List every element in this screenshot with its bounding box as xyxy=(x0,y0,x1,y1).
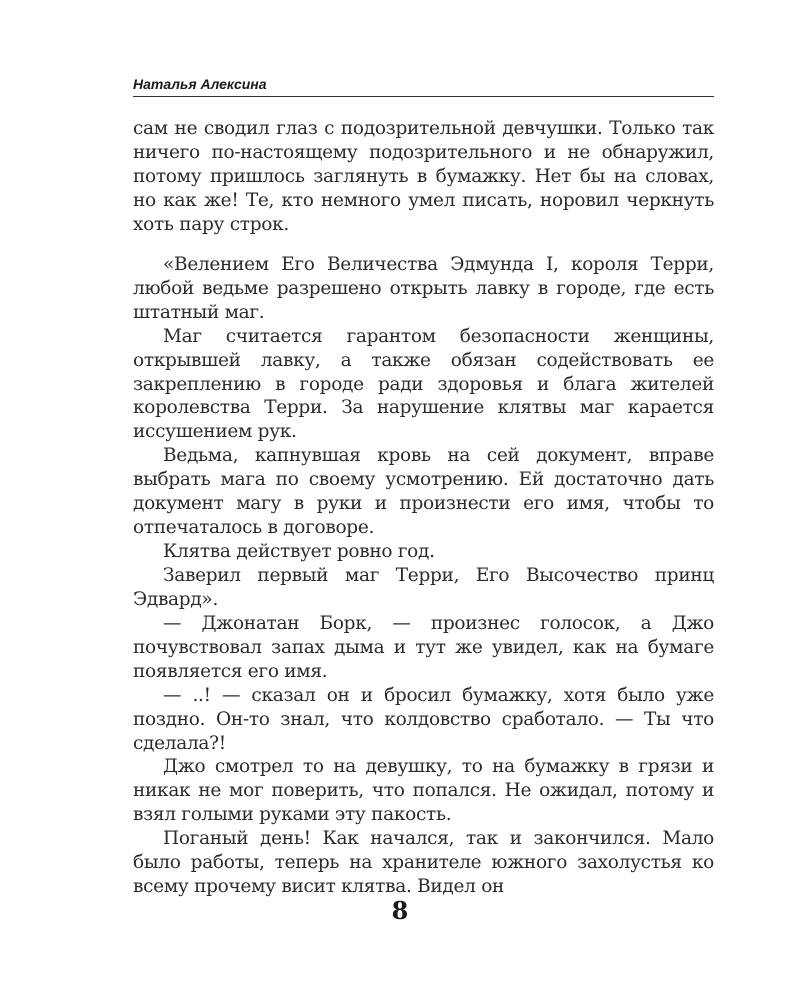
paragraph: — Джонатан Борк, — произнес голосок, а Джо почувствовал запах дыма и тут же увидел, как на бумаге появляется его имя. xyxy=(133,613,714,682)
paragraph: Заверил первый маг Терри, Его Высочество принц Эдвард». xyxy=(133,564,714,610)
paragraph: «Велением Его Величества Эдмунда I, короля Терри, любой ведьме разрешено открыть лавку в городе, где есть штатный маг. xyxy=(133,254,714,323)
running-head-author: Наталья Алексина xyxy=(133,76,267,92)
page-number: 8 xyxy=(391,896,409,925)
paragraph: Поганый день! Как начался, так и закончился. Мало было работы, теперь на хранителе южного захолустья ко всему прочему висит клятва. Видел он xyxy=(133,828,714,897)
paragraph: Маг считается гарантом безопасности женщины, открывшей лавку, а также обязан содействовать ее закреплению в городе ради здоровья и блага жителей королевства Терри. За нарушение клятвы маг карается иссушением рук. xyxy=(133,325,714,443)
paragraph: Клятва действует ровно год. xyxy=(163,540,435,562)
header-rule xyxy=(133,96,714,97)
paragraph: сам не сводил глаз с подозрительной девчушки. Только так ничего по-настоящему подозрительного и не обнаружил, потому пришлось заглянуть в бумажку. Нет бы на словах, но как же! Те, кто немного умел писать, норовил черкнуть хоть пару строк. xyxy=(133,118,714,235)
text-block-narration-end xyxy=(133,612,714,899)
text-block-narration-start xyxy=(133,117,714,237)
text-block-decree xyxy=(133,253,714,612)
paragraph: Джо смотрел то на девушку, то на бумажку в грязи и никак не мог поверить, что попался. Не ожидал, потому и взял голыми руками эту пакость. xyxy=(133,756,714,826)
paragraph: — ..! — сказал он и бросил бумажку, хотя было уже поздно. Он-то знал, что колдовство сработало. — Ты что сделала?! xyxy=(133,684,714,754)
paragraph: Ведьма, капнувшая кровь на сей документ, вправе выбрать мага по своему усмотрению. Ей достаточно дать документ магу в руки и произнести его имя, чтобы то отпечаталось в договоре. xyxy=(133,445,714,538)
